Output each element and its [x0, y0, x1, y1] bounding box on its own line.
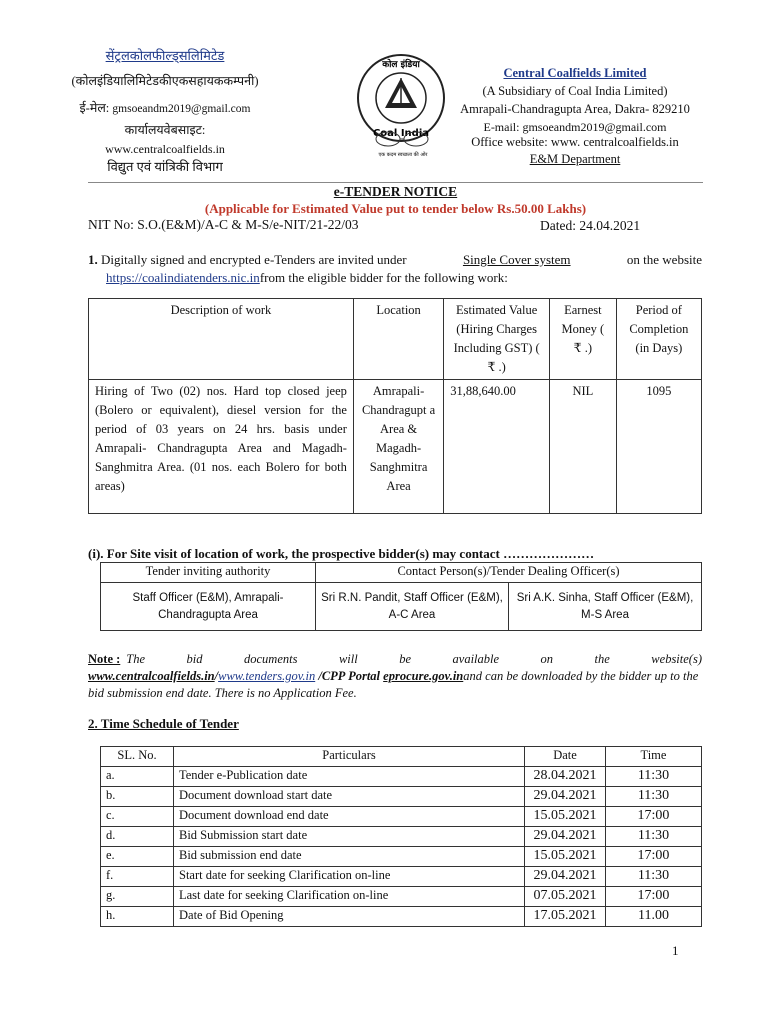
schedule-table — [100, 746, 702, 927]
hindi-email-label: ई-मेल: — [79, 101, 110, 115]
schedule-slno: e. — [101, 847, 174, 867]
cell-location: Amrapali- Chandragupt a Area & Magadh- Sanghmitra Area — [353, 380, 443, 514]
header-location: Location — [353, 299, 443, 380]
schedule-particular: Document download start date — [174, 787, 525, 807]
schedule-row — [101, 887, 702, 907]
site-visit-heading: (i). For Site visit of location of work, the prospective bidder(s) may contact ………………… — [88, 546, 595, 561]
schedule-slno: h. — [101, 907, 174, 927]
schedule-header-date: Date — [525, 747, 606, 767]
contact-officer-2: Sri A.K. Sinha, Staff Officer (E&M), M-S Area — [509, 583, 702, 631]
contact-header-authority: Tender inviting authority — [101, 563, 316, 583]
logo-hindi-text: कोल इंडिया — [382, 60, 420, 70]
english-email: E-mail: gmsoeandm2019@gmail.com — [483, 120, 667, 134]
schedule-row — [101, 787, 702, 807]
note-site-3[interactable]: eprocure.gov.in — [383, 669, 464, 683]
schedule-header-particulars: Particulars — [174, 747, 525, 767]
schedule-heading: 2. Time Schedule of Tender — [88, 716, 239, 731]
hindi-department: विद्युत एवं यांत्रिकी विभाग — [107, 159, 223, 174]
hindi-subsidiary: (कोलइंडियालिमिटेडकीएकसहायककम्पनी) — [71, 74, 259, 88]
page-number: 1 — [672, 943, 679, 958]
note-site-2[interactable]: www.tenders.gov.in — [218, 669, 316, 683]
schedule-particular: Document download end date — [174, 807, 525, 827]
header-earnest: Earnest Money ( ₹ .) — [550, 299, 617, 380]
note-site-1[interactable]: www.centralcoalfields.in — [88, 669, 215, 683]
schedule-particular: Bid Submission start date — [174, 827, 525, 847]
schedule-slno: b. — [101, 787, 174, 807]
header-estimated: Estimated Value (Hiring Charges Including GST) ( ₹ .) — [444, 299, 550, 380]
schedule-date: 29.04.2021 — [525, 787, 606, 807]
header-divider — [88, 182, 703, 183]
notice-applicable: (Applicable for Estimated Value put to tender below Rs.50.00 Lakhs) — [204, 201, 587, 216]
header-description: Description of work — [89, 299, 354, 380]
schedule-particular: Bid submission end date — [174, 847, 525, 867]
schedule-row — [101, 827, 702, 847]
para-text-b: on the website — [626, 252, 702, 267]
schedule-row — [101, 847, 702, 867]
contact-table — [100, 562, 702, 631]
para-text-a: Digitally signed and encrypted e-Tenders are invited under — [101, 252, 407, 267]
contact-header-officers: Contact Person(s)/Tender Dealing Officer(s) — [316, 563, 702, 583]
schedule-row — [101, 767, 702, 787]
english-department: E&M Department — [529, 152, 621, 166]
hindi-email: gmsoeandm2019@gmail.com — [112, 103, 251, 115]
notice-title: e-TENDER NOTICE — [333, 184, 458, 199]
single-cover-text: Single Cover system — [462, 252, 571, 267]
logo-tagline: एक कदम स्वच्छता की ओर — [378, 152, 428, 158]
english-subsidiary: (A Subsidiary of Coal India Limited) — [482, 84, 668, 98]
notice-date: Dated: 24.04.2021 — [540, 218, 641, 233]
schedule-header-slno: SL. No. — [101, 747, 174, 767]
schedule-time: 11:30 — [606, 787, 702, 807]
schedule-row — [101, 907, 702, 927]
contact-officer-1: Sri R.N. Pandit, Staff Officer (E&M), A-C Area — [316, 583, 509, 631]
work-table — [88, 298, 702, 514]
header-period: Period of Completion (in Days) — [616, 299, 701, 380]
schedule-particular: Last date for seeking Clarification on-line — [174, 887, 525, 907]
schedule-row — [101, 867, 702, 887]
cell-earnest: NIL — [550, 380, 617, 514]
schedule-date: 15.05.2021 — [525, 807, 606, 827]
swachhata-logo — [368, 130, 438, 160]
schedule-particular: Tender e-Publication date — [174, 767, 525, 787]
cell-period: 1095 — [616, 380, 701, 514]
schedule-time: 11:30 — [606, 767, 702, 787]
note-text-a: The bid documents will be available on the website(s) — [126, 652, 702, 666]
english-company-name: Central Coalfields Limited — [503, 66, 647, 80]
paragraph-1 — [88, 251, 702, 287]
schedule-row — [101, 807, 702, 827]
schedule-slno: d. — [101, 827, 174, 847]
hindi-website-label: कार्यालयवेबसाइट: — [124, 123, 206, 137]
schedule-time: 11:30 — [606, 867, 702, 887]
nit-number — [88, 217, 358, 233]
note-separator: / — [214, 669, 219, 683]
schedule-date: 07.05.2021 — [525, 887, 606, 907]
hindi-company-name: सेंट्रलकोलफील्ड्सलिमिटेड — [105, 48, 225, 63]
schedule-slno: c. — [101, 807, 174, 827]
schedule-time: 17:00 — [606, 807, 702, 827]
note-text-c: and can be downloaded by the bidder up to the bid submission end date. There is no Application Fee. — [88, 669, 699, 700]
schedule-slno: g. — [101, 887, 174, 907]
schedule-header-time: Time — [606, 747, 702, 767]
cell-estimated: 31,88,640.00 — [444, 380, 550, 514]
schedule-time: 11:30 — [606, 827, 702, 847]
schedule-date: 29.04.2021 — [525, 827, 606, 847]
coalindia-tenders-link[interactable]: https://coalindiatenders.nic.in — [106, 270, 260, 285]
cell-description: Hiring of Two (02) nos. Hard top closed jeep (Bolero or equivalent), diesel version for the period of 03 years on 24 hrs. basis under Amrapali- Chandragupta Area and Magadh-Sanghmitra Area. (01 nos. each Bolero for both areas) — [89, 380, 354, 514]
note-label: Note : — [88, 652, 121, 666]
para-text-c: from the eligible bidder for the following work: — [259, 270, 508, 285]
schedule-time: 17:00 — [606, 847, 702, 867]
schedule-time: 11.00 — [606, 907, 702, 927]
contact-authority: Staff Officer (E&M), Amrapali-Chandragupta Area — [101, 583, 316, 631]
english-website: Office website: www. centralcoalfields.in — [471, 135, 679, 149]
schedule-date: 15.05.2021 — [525, 847, 606, 867]
note-text-b: /CPP Portal — [315, 669, 384, 683]
schedule-date: 29.04.2021 — [525, 867, 606, 887]
nit-label: NIT No: — [88, 217, 134, 232]
logo-text: Coal India — [372, 128, 430, 139]
schedule-particular: Start date for seeking Clarification on-line — [174, 867, 525, 887]
hindi-email-line — [0, 99, 330, 116]
schedule-date: 28.04.2021 — [525, 767, 606, 787]
note-block — [88, 651, 702, 702]
schedule-date: 17.05.2021 — [525, 907, 606, 927]
nit-value: S.O.(E&M)/A-C & M-S/e-NIT/21-22/03 — [137, 217, 359, 232]
para-number: 1. — [88, 252, 98, 267]
schedule-slno: f. — [101, 867, 174, 887]
schedule-slno: a. — [101, 767, 174, 787]
schedule-time: 17:00 — [606, 887, 702, 907]
hindi-website: www.centralcoalfields.in — [105, 142, 225, 156]
schedule-particular: Date of Bid Opening — [174, 907, 525, 927]
english-address: Amrapali-Chandragupta Area, Dakra- 829210 — [460, 102, 690, 116]
